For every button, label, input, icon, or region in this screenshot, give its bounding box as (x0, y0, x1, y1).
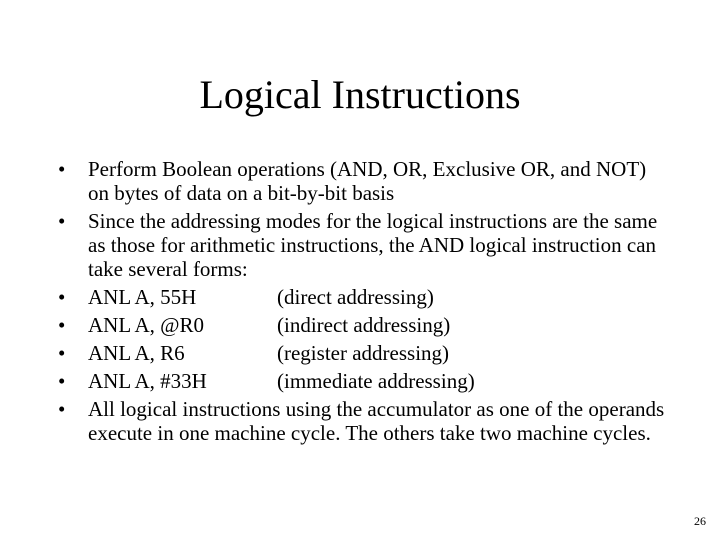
instruction-code: ANL A, 55H (88, 285, 197, 309)
bullet-item (58, 397, 668, 445)
bullet-marker: • (58, 341, 66, 365)
instruction-code: ANL A, #33H (88, 369, 207, 393)
page-number: 26 (694, 514, 706, 528)
slide-title: Logical Instructions (199, 72, 521, 117)
bullet-item-instruction (58, 369, 668, 393)
addressing-mode-note: (register addressing) (277, 341, 450, 365)
bullet-text: Since the addressing modes for the logical instructions are the same as those for arithmetic instructions, the AND logical instruction can take several forms: (88, 209, 658, 281)
bullet-marker: • (58, 285, 66, 309)
bullet-marker: • (58, 397, 66, 421)
bullet-item (58, 209, 668, 281)
bullet-marker: • (58, 157, 66, 181)
bullet-marker: • (58, 369, 66, 393)
addressing-mode-note: (immediate addressing) (277, 369, 475, 393)
instruction-code: ANL A, R6 (88, 341, 185, 365)
bullet-marker: • (58, 313, 66, 337)
bullet-text: Perform Boolean operations (AND, OR, Exclusive OR, and NOT) on bytes of data on a bit-by-bit basis (88, 157, 647, 205)
bullet-item-instruction (58, 313, 668, 337)
bullet-item (58, 157, 668, 205)
bullet-item-instruction (58, 285, 668, 309)
bullet-item-instruction (58, 341, 668, 365)
addressing-mode-note: (indirect addressing) (277, 313, 451, 337)
bullet-marker: • (58, 209, 66, 233)
bullet-list (58, 157, 668, 449)
instruction-code: ANL A, @R0 (88, 313, 204, 337)
bullet-text: All logical instructions using the accumulator as one of the operands execute in one machine cycle. The others take two machine cycles. (88, 397, 665, 445)
addressing-mode-note: (direct addressing) (277, 285, 434, 309)
